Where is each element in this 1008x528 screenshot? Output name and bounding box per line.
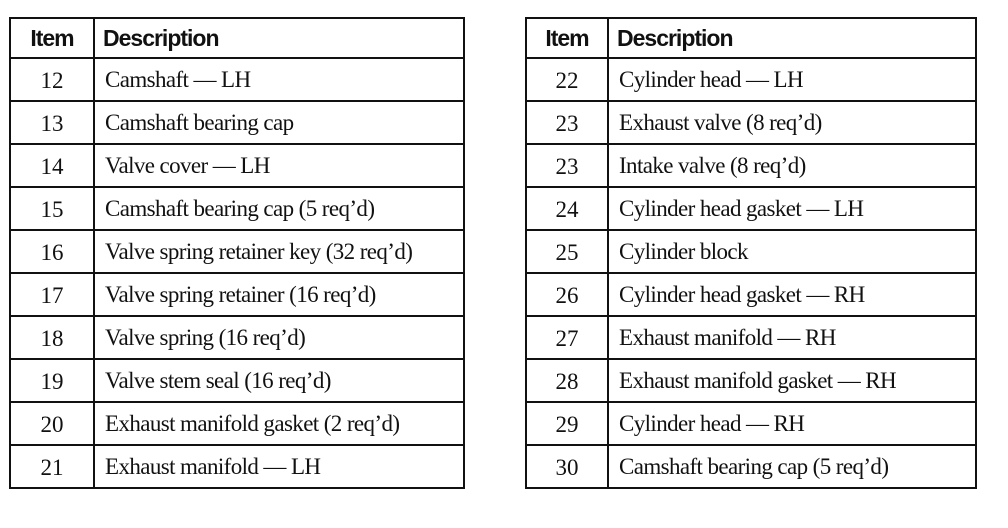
table-row bbox=[526, 445, 976, 488]
table-row bbox=[10, 445, 464, 488]
item-number: 19 bbox=[10, 359, 94, 402]
table-row bbox=[10, 402, 464, 445]
item-number: 24 bbox=[526, 187, 608, 230]
item-description: Cylinder head — RH bbox=[608, 402, 976, 445]
item-description: Cylinder head — LH bbox=[608, 58, 976, 101]
item-description: Exhaust manifold gasket (2 req’d) bbox=[94, 402, 464, 445]
table-row bbox=[10, 58, 464, 101]
table-row bbox=[10, 144, 464, 187]
table-row bbox=[526, 402, 976, 445]
table-row bbox=[526, 359, 976, 402]
item-description: Cylinder block bbox=[608, 230, 976, 273]
item-number: 23 bbox=[526, 101, 608, 144]
item-number: 20 bbox=[10, 402, 94, 445]
table-row bbox=[10, 359, 464, 402]
table-row bbox=[526, 58, 976, 101]
item-number: 18 bbox=[10, 316, 94, 359]
item-number: 27 bbox=[526, 316, 608, 359]
item-number: 15 bbox=[10, 187, 94, 230]
description-column-header: Description bbox=[94, 18, 464, 58]
item-description: Camshaft bearing cap bbox=[94, 101, 464, 144]
item-description: Intake valve (8 req’d) bbox=[608, 144, 976, 187]
item-number: 28 bbox=[526, 359, 608, 402]
item-description: Exhaust manifold gasket — RH bbox=[608, 359, 976, 402]
item-number: 12 bbox=[10, 58, 94, 101]
item-number: 30 bbox=[526, 445, 608, 488]
table-header-row bbox=[10, 18, 464, 58]
item-column-header: Item bbox=[526, 18, 608, 58]
parts-table-left bbox=[9, 17, 465, 489]
table-row bbox=[10, 273, 464, 316]
item-description: Valve spring (16 req’d) bbox=[94, 316, 464, 359]
item-number: 22 bbox=[526, 58, 608, 101]
table-row bbox=[10, 187, 464, 230]
item-description: Exhaust manifold — RH bbox=[608, 316, 976, 359]
item-description: Camshaft — LH bbox=[94, 58, 464, 101]
item-description: Camshaft bearing cap (5 req’d) bbox=[94, 187, 464, 230]
table-header-row bbox=[526, 18, 976, 58]
item-number: 16 bbox=[10, 230, 94, 273]
item-description: Exhaust manifold — LH bbox=[94, 445, 464, 488]
item-description: Valve stem seal (16 req’d) bbox=[94, 359, 464, 402]
item-number: 13 bbox=[10, 101, 94, 144]
item-description: Valve spring retainer key (32 req’d) bbox=[94, 230, 464, 273]
table-row bbox=[10, 316, 464, 359]
table-row bbox=[526, 187, 976, 230]
item-description: Exhaust valve (8 req’d) bbox=[608, 101, 976, 144]
item-number: 17 bbox=[10, 273, 94, 316]
item-number: 14 bbox=[10, 144, 94, 187]
item-number: 21 bbox=[10, 445, 94, 488]
table-row bbox=[526, 230, 976, 273]
table-row bbox=[526, 273, 976, 316]
item-number: 23 bbox=[526, 144, 608, 187]
item-description: Valve cover — LH bbox=[94, 144, 464, 187]
table-row bbox=[526, 101, 976, 144]
description-column-header: Description bbox=[608, 18, 976, 58]
table-row bbox=[10, 230, 464, 273]
item-number: 25 bbox=[526, 230, 608, 273]
table-row bbox=[526, 144, 976, 187]
item-description: Cylinder head gasket — RH bbox=[608, 273, 976, 316]
table-row bbox=[10, 101, 464, 144]
item-number: 29 bbox=[526, 402, 608, 445]
item-description: Cylinder head gasket — LH bbox=[608, 187, 976, 230]
item-description: Valve spring retainer (16 req’d) bbox=[94, 273, 464, 316]
parts-table-right bbox=[525, 17, 977, 489]
table-row bbox=[526, 316, 976, 359]
item-column-header: Item bbox=[10, 18, 94, 58]
item-number: 26 bbox=[526, 273, 608, 316]
item-description: Camshaft bearing cap (5 req’d) bbox=[608, 445, 976, 488]
